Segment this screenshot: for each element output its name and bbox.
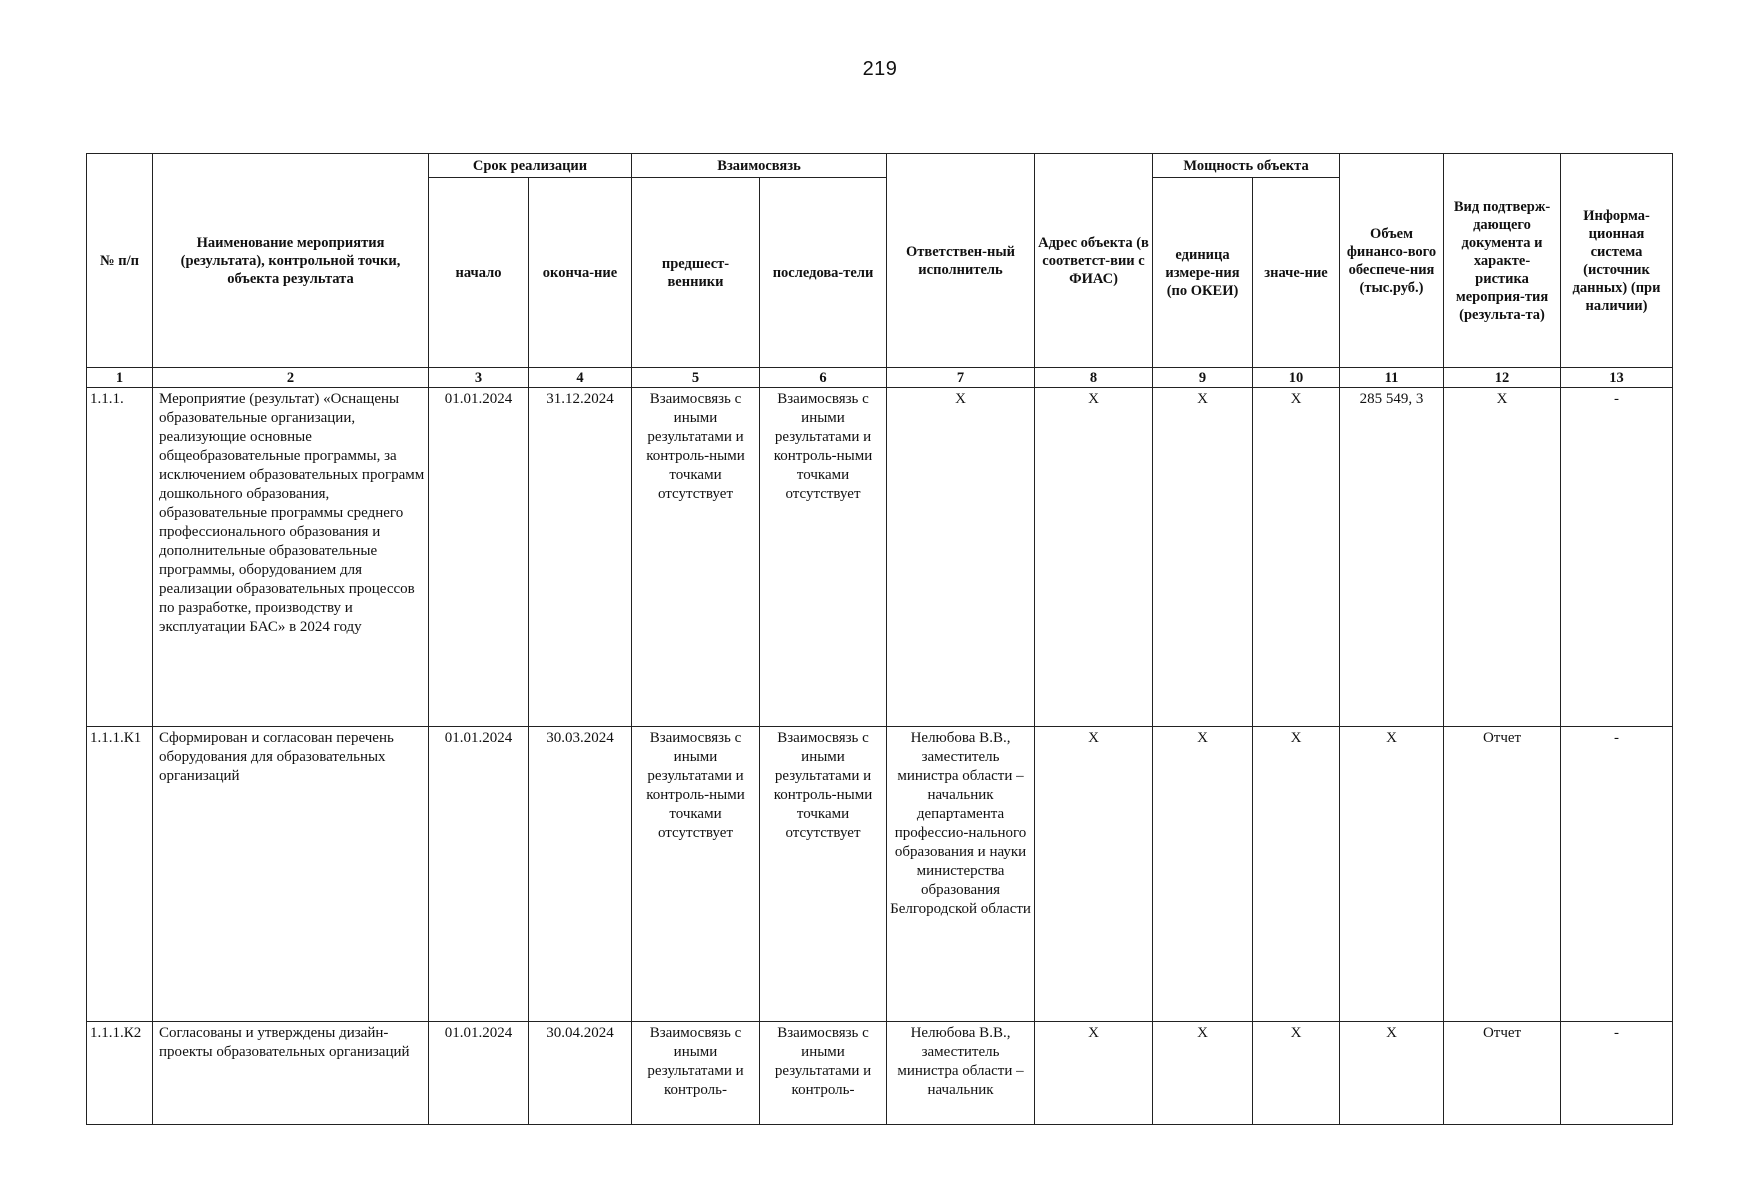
row-value: X [1253,388,1340,727]
header-info-system: Информа-ционная система (источник данных) (при наличии) [1561,154,1673,368]
row-document: Отчет [1444,727,1561,1022]
row-document: Отчет [1444,1022,1561,1125]
row-name: Согласованы и утверждены дизайн-проекты образовательных организаций [153,1022,429,1125]
row-unit: X [1153,1022,1253,1125]
row-unit: X [1153,388,1253,727]
header-address: Адрес объекта (в соответст-вии с ФИАС) [1035,154,1153,368]
column-number: 2 [153,368,429,388]
table-row [87,1022,1673,1125]
header-num: № п/п [87,154,153,368]
row-finance: X [1340,727,1444,1022]
row-end-date: 30.03.2024 [529,727,632,1022]
header-term-start: начало [429,178,529,368]
row-end-date: 31.12.2024 [529,388,632,727]
column-number: 1 [87,368,153,388]
row-end-date: 30.04.2024 [529,1022,632,1125]
column-number: 6 [760,368,887,388]
header-link-prev: предшест-венники [632,178,760,368]
row-start-date: 01.01.2024 [429,1022,529,1125]
row-responsible: Нелюбова В.В., заместитель министра области – начальник департамента профессио-нального образования и науки министерства образования Белгородской области [887,727,1035,1022]
header-term-end: оконча-ние [529,178,632,368]
row-address: X [1035,727,1153,1022]
row-num: 1.1.1.К1 [87,727,153,1022]
row-value: X [1253,727,1340,1022]
row-predecessors: Взаимосвязь с иными результатами и контроль-ными точками отсутствует [632,727,760,1022]
row-info-system: - [1561,388,1673,727]
column-number: 10 [1253,368,1340,388]
row-num: 1.1.1. [87,388,153,727]
row-name: Мероприятие (результат) «Оснащены образовательные организации, реализующие основные общеобразовательные программы, за исключением образовательных программ дошкольного образования, образовательные программы среднего профессионального образования и дополнительные образовательные программы, оборудованием для реализации образовательных процессов по разработке, производству и эксплуатации БАС» в 2024 году [153,388,429,727]
row-num: 1.1.1.К2 [87,1022,153,1125]
header-capacity-value: значе-ние [1253,178,1340,368]
row-document: X [1444,388,1561,727]
row-predecessors: Взаимосвязь с иными результатами и контроль- [632,1022,760,1125]
row-address: X [1035,1022,1153,1125]
column-number: 4 [529,368,632,388]
row-info-system: - [1561,727,1673,1022]
row-start-date: 01.01.2024 [429,388,529,727]
column-number: 9 [1153,368,1253,388]
row-responsible: X [887,388,1035,727]
column-number: 5 [632,368,760,388]
row-unit: X [1153,727,1253,1022]
header-responsible: Ответствен-ный исполнитель [887,154,1035,368]
row-name: Сформирован и согласован перечень оборудования для образовательных организаций [153,727,429,1022]
row-address: X [1035,388,1153,727]
header-link-next: последова-тели [760,178,887,368]
header-name: Наименование мероприятия (результата), контрольной точки, объекта результата [153,154,429,368]
row-finance: X [1340,1022,1444,1125]
column-number: 11 [1340,368,1444,388]
column-number: 7 [887,368,1035,388]
header-capacity-group: Мощность объекта [1153,154,1340,178]
header-doc-type: Вид подтверж-дающего документа и характе-ристика мероприя-тия (результа-та) [1444,154,1561,368]
page-number: 219 [862,58,898,80]
column-number-row [87,368,1673,388]
header-finance: Объем финансо-вого обеспече-ния (тыс.руб.) [1340,154,1444,368]
row-predecessors: Взаимосвязь с иными результатами и контроль-ными точками отсутствует [632,388,760,727]
row-start-date: 01.01.2024 [429,727,529,1022]
header-link-group: Взаимосвязь [632,154,887,178]
header-term-group: Срок реализации [429,154,632,178]
row-successors: Взаимосвязь с иными результатами и контроль- [760,1022,887,1125]
row-responsible: Нелюбова В.В., заместитель министра области – начальник [887,1022,1035,1125]
column-number: 3 [429,368,529,388]
table-row [87,388,1673,727]
header-row-top [87,154,1673,178]
header-capacity-unit: единица измере-ния (по ОКЕИ) [1153,178,1253,368]
row-info-system: - [1561,1022,1673,1125]
plan-table [86,153,1673,1125]
column-number: 8 [1035,368,1153,388]
column-number: 12 [1444,368,1561,388]
column-number: 13 [1561,368,1673,388]
row-value: X [1253,1022,1340,1125]
table-row [87,727,1673,1022]
row-successors: Взаимосвязь с иными результатами и контроль-ными точками отсутствует [760,388,887,727]
row-finance: 285 549, 3 [1340,388,1444,727]
row-successors: Взаимосвязь с иными результатами и контроль-ными точками отсутствует [760,727,887,1022]
